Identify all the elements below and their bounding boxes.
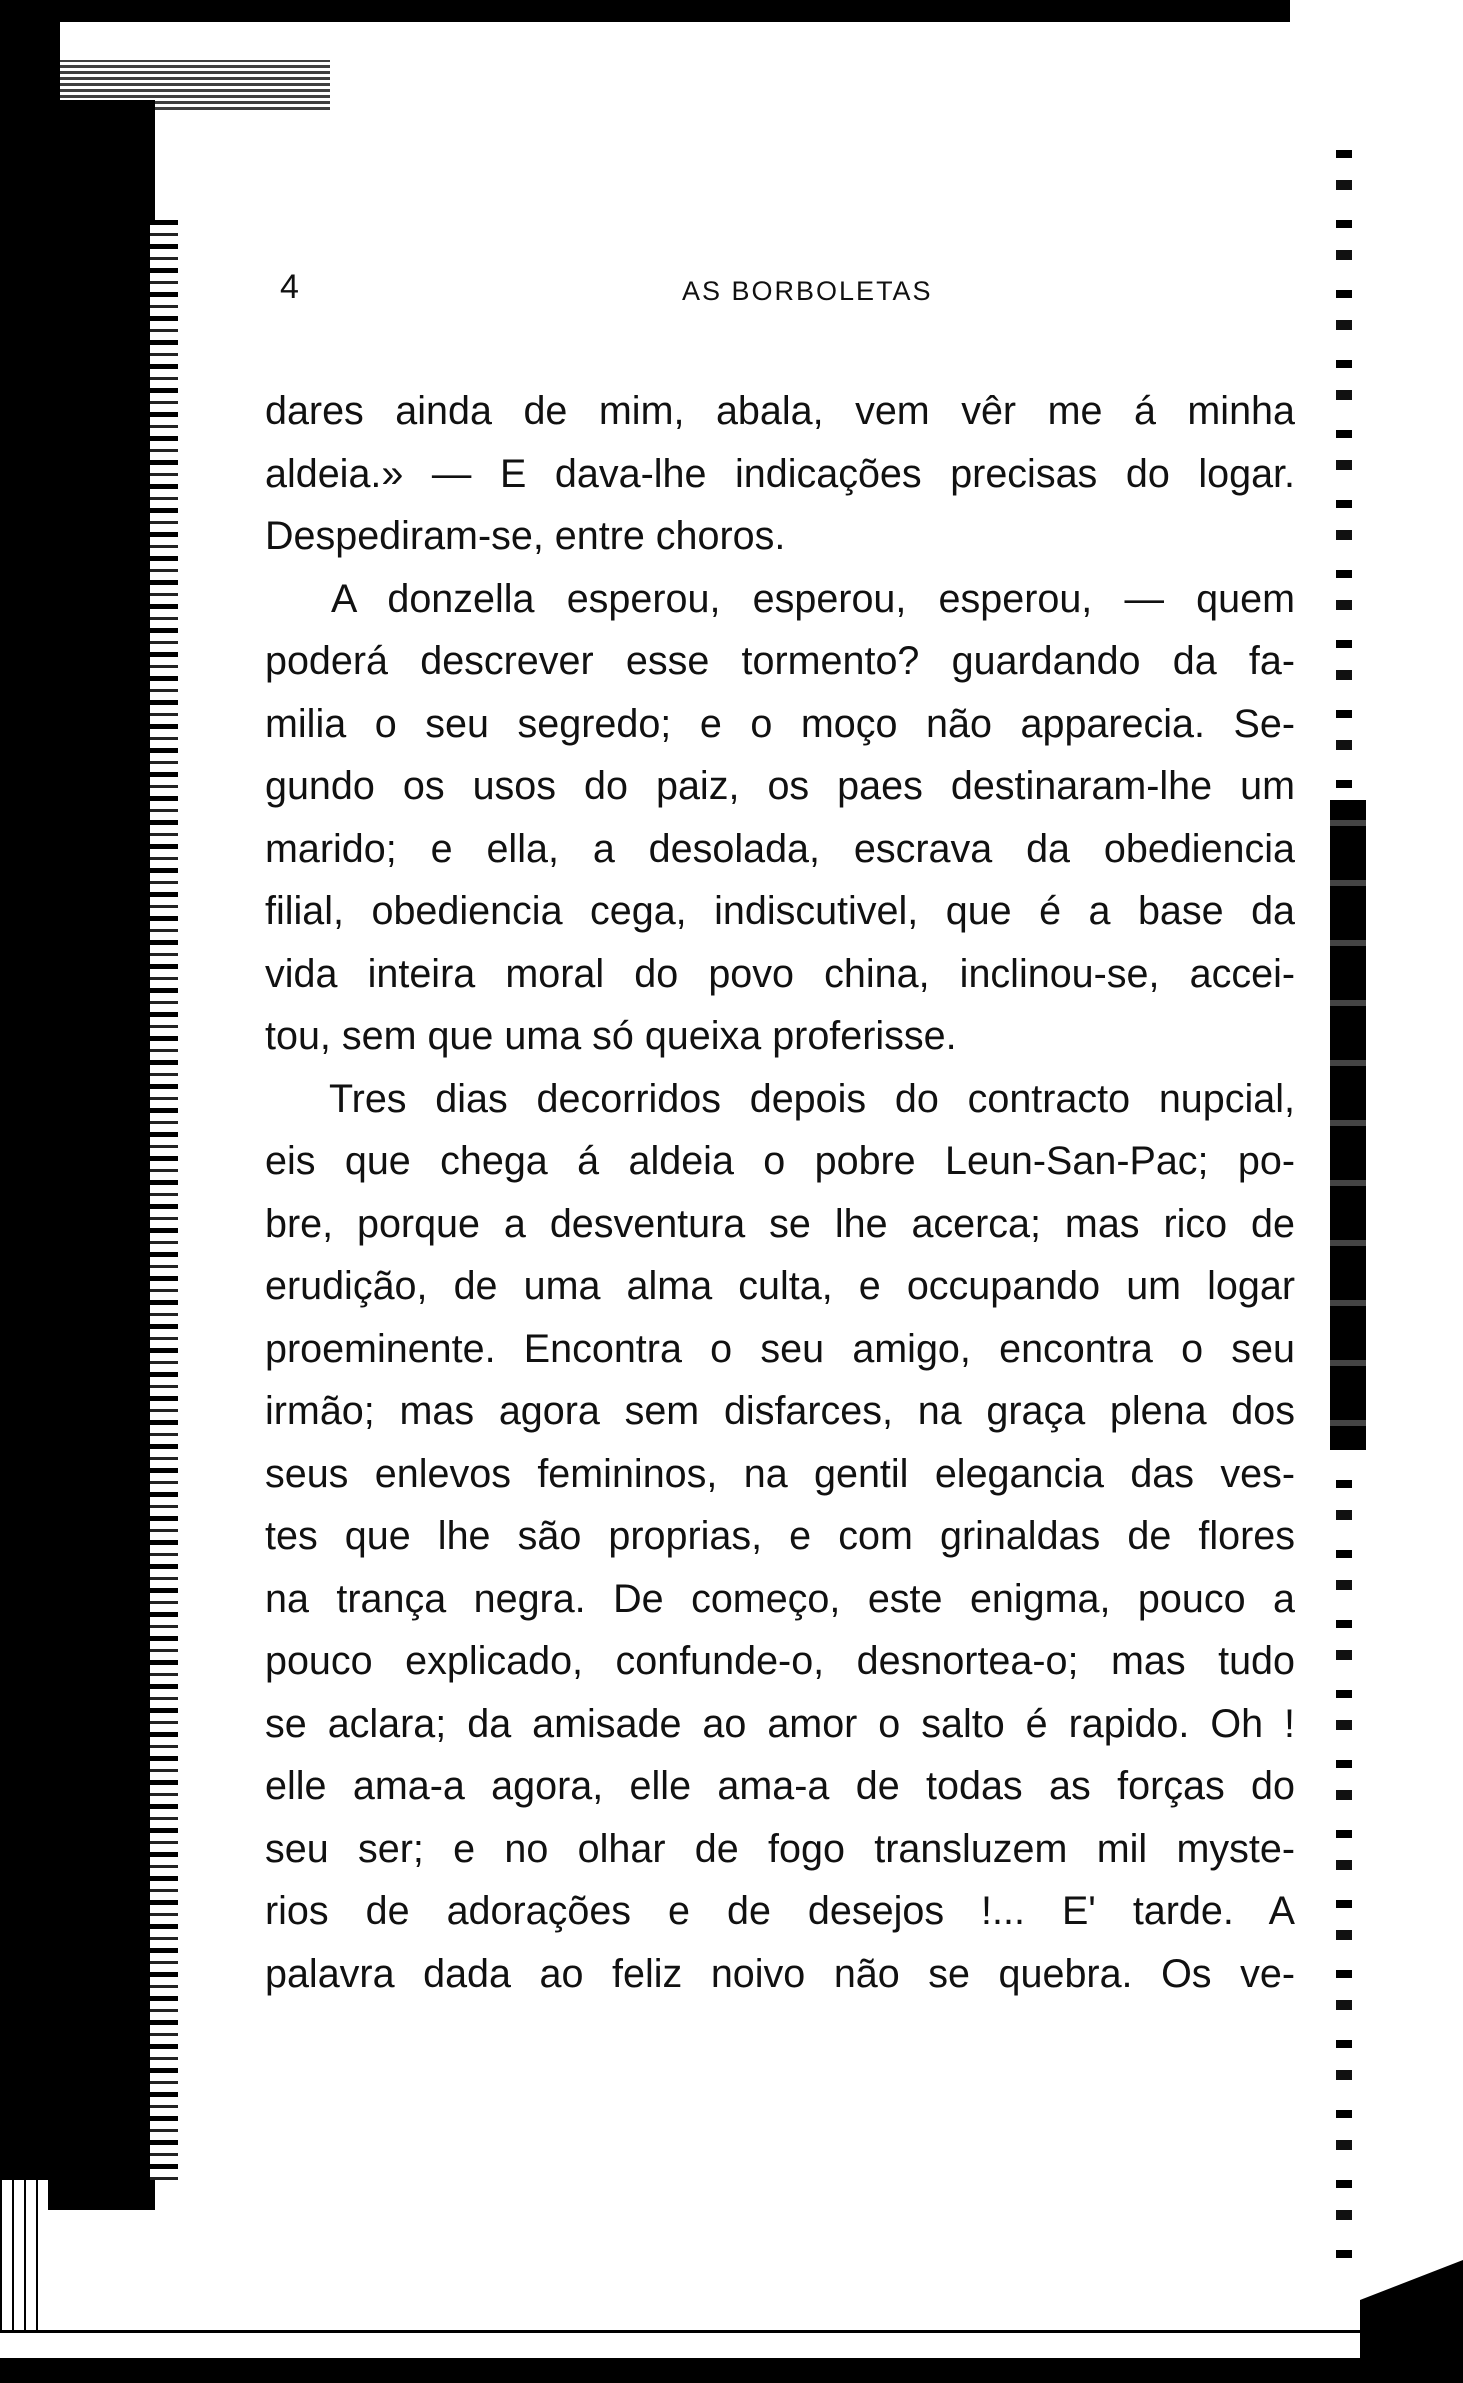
scan-bottom-left-lines (0, 2180, 48, 2330)
body-text (265, 380, 1295, 2005)
text-line: pouco explicado, confunde-o, desnortea-o; mas tudo (265, 1639, 1295, 1683)
text-line: palavra dada ao feliz noivo não se quebra. Os ve- (265, 1951, 1295, 1996)
text-line: marido; e ella, a desolada, escrava da obediencia (265, 826, 1295, 871)
text-line: milia o seu segredo; e o moço não apparecia. Se- (265, 701, 1295, 746)
text-line: filial, obediencia cega, indiscutivel, que é a base da (265, 889, 1295, 933)
text-line: irmão; mas agora sem disfarces, na graça plena dos (265, 1389, 1295, 1433)
scan-edge-top (0, 0, 1290, 22)
text-line: na trança negra. De começo, este enigma, pouco a (265, 1576, 1295, 1621)
text-line: se aclara; da amisade ao amor o salto é rapido. Oh ! (265, 1701, 1295, 1746)
text-line: erudição, de uma alma culta, e occupando um logar (265, 1264, 1295, 1308)
text-line: aldeia.» — E dava-lhe indicações precisas do logar. (265, 451, 1295, 496)
page-number: 4 (280, 268, 299, 306)
text-line: elle ama-a agora, elle ama-a de todas as forças do (265, 1764, 1295, 1808)
running-head (262, 268, 1292, 318)
text-line: bre, porque a desventura se lhe acerca; mas rico de (265, 1201, 1295, 1246)
text-line: eis que chega á aldeia o pobre Leun-San-Pac; po- (265, 1139, 1295, 1183)
text-line: vida inteira moral do povo china, inclinou-se, accei- (265, 951, 1295, 996)
text-line: Despediram-se, entre choros. (265, 514, 786, 558)
scan-edge-left-fringe (150, 220, 178, 2180)
text-line: A donzella esperou, esperou, esperou, — quem (331, 576, 1295, 621)
text-line: proeminente. Encontra o seu amigo, encontra o seu (265, 1326, 1295, 1371)
text-line: dares ainda de mim, abala, vem vêr me á minha (265, 389, 1295, 433)
text-line: tou, sem que uma só queixa proferisse. (265, 1014, 957, 1058)
scan-bottom-right-fold (1360, 2260, 1463, 2360)
scan-bottom-line (0, 2330, 1463, 2333)
scan-right-binding-dark (1330, 800, 1366, 1450)
scan-edge-left (0, 100, 155, 2210)
text-line: seu ser; e no olhar de fogo transluzem mil myste- (265, 1826, 1295, 1871)
scan-edge-bottom (0, 2358, 1463, 2383)
text-line: tes que lhe são proprias, e com grinaldas de flores (265, 1514, 1295, 1558)
text-line: Tres dias decorridos depois do contracto nupcial, (329, 1076, 1295, 1121)
text-line: seus enlevos femininos, na gentil elegancia das ves- (265, 1451, 1295, 1496)
text-line: poderá descrever esse tormento? guardando da fa- (265, 639, 1295, 683)
text-line: rios de adorações e de desejos !... E' tarde. A (265, 1889, 1295, 1933)
text-line: gundo os usos do paiz, os paes destinaram-lhe um (265, 764, 1295, 808)
scan-edge-left-top (0, 22, 60, 112)
running-title: AS BORBOLETAS (682, 276, 933, 306)
